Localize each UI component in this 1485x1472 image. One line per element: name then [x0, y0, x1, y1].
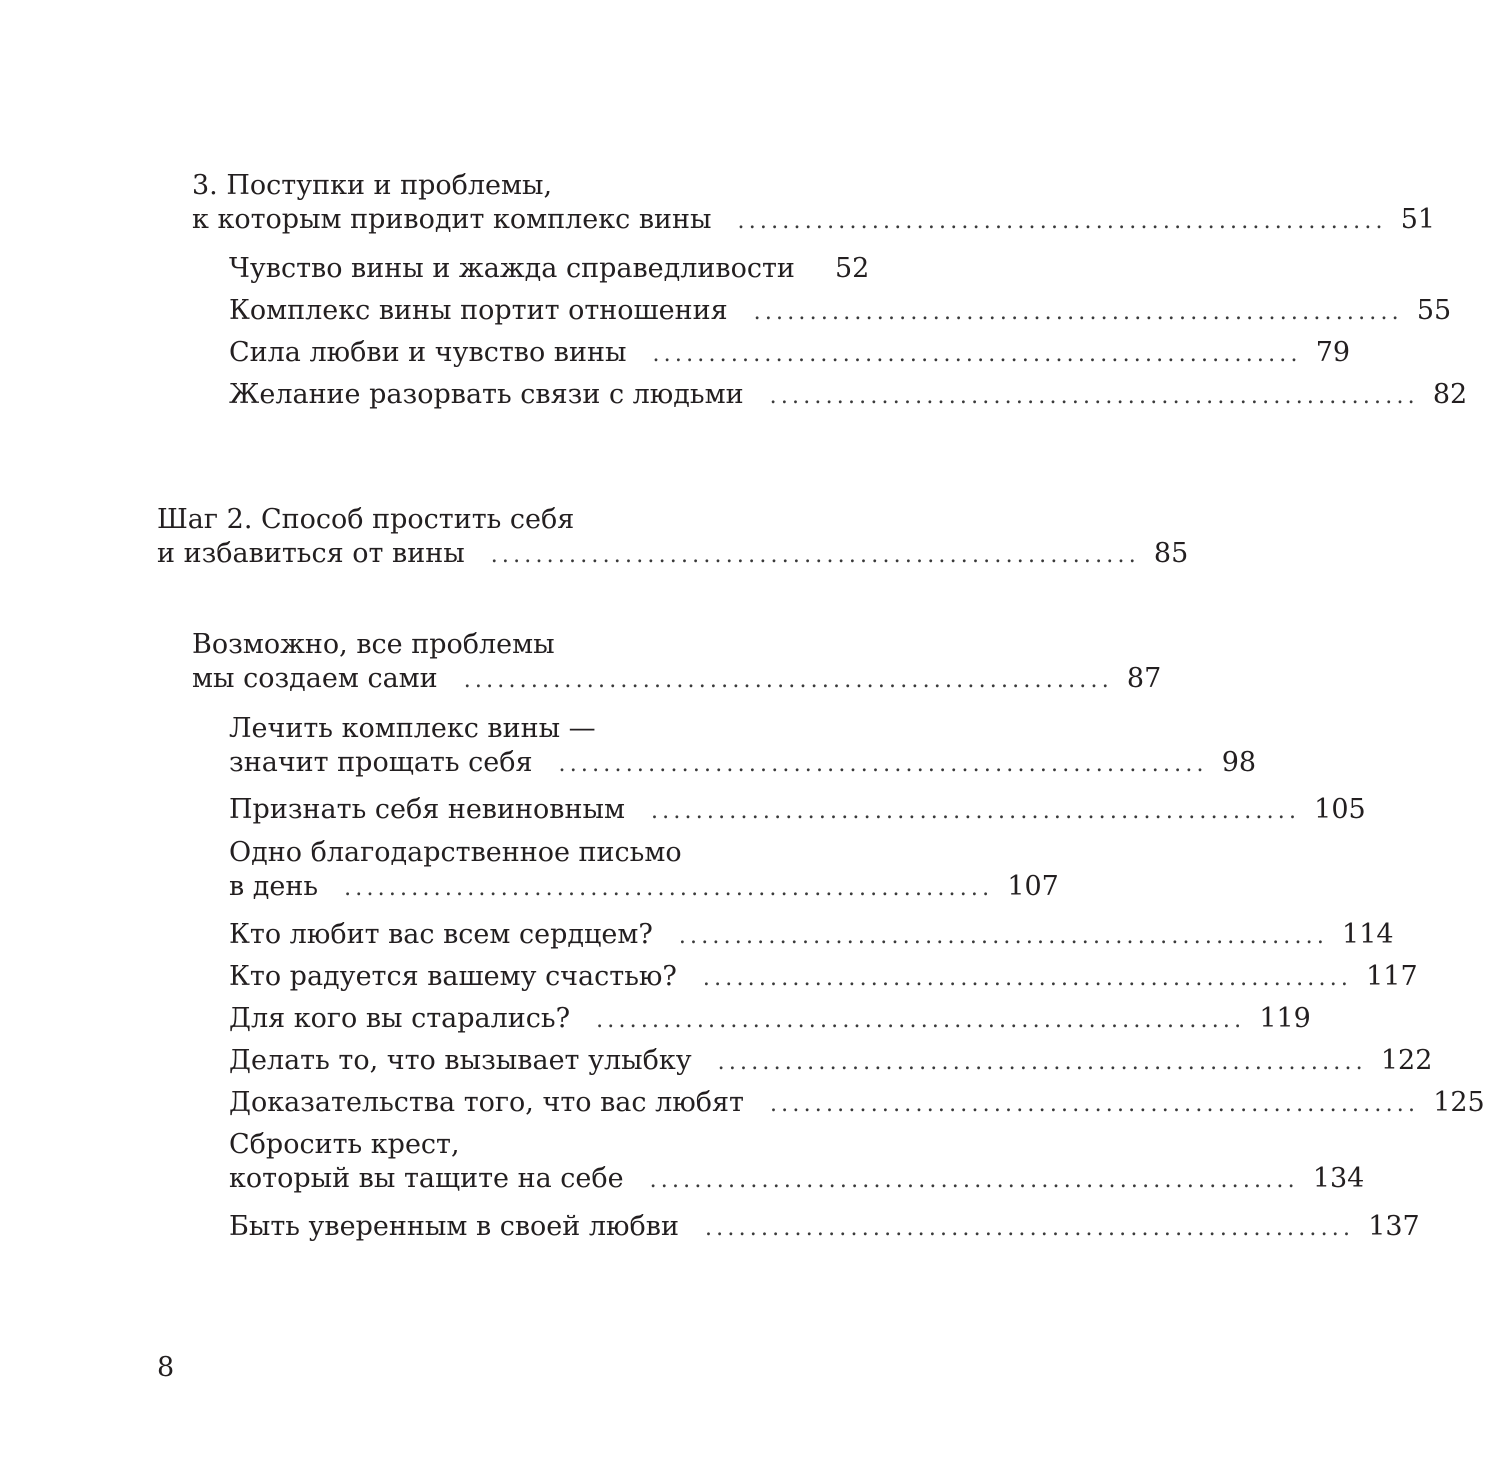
toc-entry-title-line-1: 3. Поступки и проблемы, — [192, 170, 553, 201]
toc-item[interactable]: Желание разорвать связи с людьми .......................................................... 82 — [229, 379, 1468, 410]
toc-item[interactable]: Сила любви и чувство вины .......................................................... 79 — [229, 337, 1351, 368]
page-ref: 134 — [1312, 1163, 1365, 1194]
toc-item[interactable]: Признать себя невиновным .......................................................... 105 — [229, 794, 1366, 825]
toc-item[interactable]: Лечить комплекс вины — значит прощать себя .......................................................... 98 — [229, 713, 1257, 778]
toc-item[interactable]: Одно благодарственное письмо в день .......................................................... 107 — [229, 837, 1059, 902]
toc-item[interactable]: Быть уверенным в своей любви .......................................................... 137 — [229, 1211, 1420, 1242]
leader-dots: .......................................................... — [717, 1050, 1367, 1075]
toc-step-2[interactable]: Шаг 2. Способ простить себя и избавиться от вины .......................................................... 85 — [157, 504, 1189, 569]
page-ref: 82 — [1432, 379, 1468, 410]
leader-dots: .......................................................... — [650, 799, 1301, 824]
page-ref: 107 — [1007, 871, 1059, 902]
leader-dots: .......................................................... — [463, 668, 1113, 693]
page-ref: 51 — [1400, 204, 1436, 235]
toc-entry-title-line-2: к которым приводит комплекс вины .......................................................... 51 — [192, 204, 1436, 235]
leader-dots: .......................................................... — [753, 300, 1403, 325]
leader-dots: .......................................................... — [490, 543, 1140, 568]
leader-dots: .......................................................... — [558, 752, 1208, 777]
page-ref: 105 — [1314, 794, 1366, 825]
toc-item[interactable]: Для кого вы старались? .......................................................... 119 — [229, 1003, 1311, 1034]
toc-chapter-3[interactable] — [192, 170, 1436, 238]
page-ref: 114 — [1342, 919, 1394, 950]
page-ref: 122 — [1380, 1045, 1433, 1076]
toc-item[interactable]: Делать то, что вызывает улыбку .......................................................... 122 — [229, 1045, 1433, 1076]
leader-dots: .......................................................... — [678, 924, 1329, 949]
toc-section[interactable]: Возможно, все проблемы мы создаем сами .......................................................... 87 — [192, 629, 1162, 694]
leader-dots: .......................................................... — [652, 342, 1302, 367]
page-number: 8 — [157, 1352, 175, 1383]
page-ref: 117 — [1366, 961, 1418, 992]
page-ref: 52 — [834, 253, 870, 284]
toc-item[interactable]: Чувство вины и жажда справедливости 52 — [229, 253, 870, 284]
leader-dots: .......................................................... — [344, 876, 994, 901]
toc-item[interactable]: Доказательства того, что вас любят .......................................................... 125 — [229, 1087, 1485, 1118]
page-ref: 87 — [1126, 663, 1162, 694]
toc-item[interactable]: Комплекс вины портит отношения .......................................................... 55 — [229, 295, 1452, 326]
page-ref: 98 — [1221, 747, 1257, 778]
leader-dots: .......................................................... — [737, 209, 1387, 234]
page-ref: 125 — [1433, 1087, 1485, 1118]
leader-dots: .......................................................... — [704, 1216, 1355, 1241]
page-ref: 119 — [1259, 1003, 1311, 1034]
leader-dots: .......................................................... — [596, 1008, 1246, 1033]
page-ref: 79 — [1315, 337, 1351, 368]
leader-dots: .......................................................... — [769, 1092, 1420, 1117]
toc-item[interactable]: Кто радуется вашему счастью? .......................................................... 117 — [229, 961, 1418, 992]
toc-item[interactable]: Сбросить крест, который вы тащите на себе .......................................................... 134 — [229, 1129, 1365, 1194]
leader-dots: .......................................................... — [769, 384, 1419, 409]
leader-dots: .......................................................... — [702, 966, 1353, 991]
leader-dots: .......................................................... — [649, 1168, 1299, 1193]
page-ref: 85 — [1153, 538, 1189, 569]
toc-item[interactable]: Кто любит вас всем сердцем? .......................................................... 114 — [229, 919, 1394, 950]
page-ref: 55 — [1416, 295, 1452, 326]
page-ref: 137 — [1368, 1211, 1420, 1242]
